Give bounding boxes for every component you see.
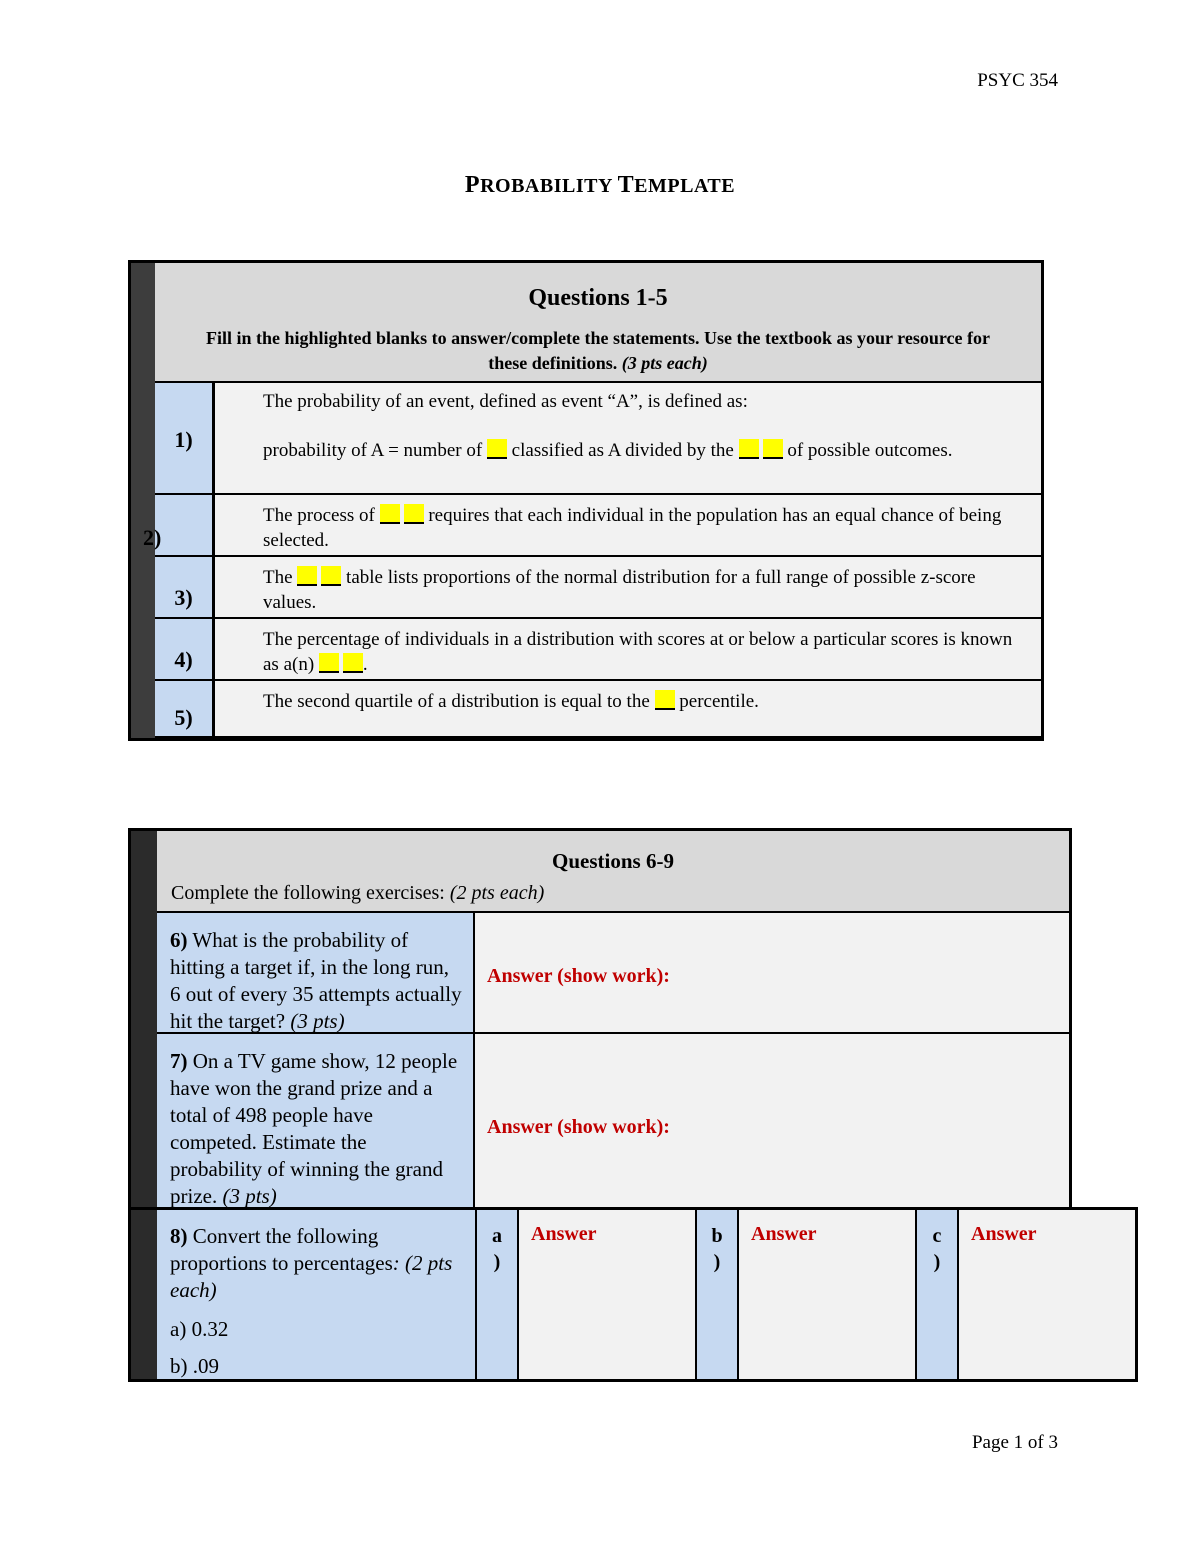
course-code: PSYC 354 (977, 70, 1058, 91)
question-row-2 (155, 495, 1041, 557)
part-a-answer-cell[interactable] (519, 1210, 697, 1379)
question-text: The probability of an event, defined as event “A”, is defined as: probability of A = number of classified as A divided by the of possible outcomes. (215, 383, 1041, 493)
table-instructions: Complete the following exercises: (2 pts each) (171, 882, 545, 904)
table-side-bar (131, 263, 155, 738)
question-cell: 8) Convert the following proportions to percentages: (2 pts each) a) 0.32 b) .09 (157, 1210, 477, 1379)
question-cell: 7) On a TV game show, 12 people have won the grand prize and a total of 498 people have competed. Estimate the probability of winning the grand prize. (3 pts) (157, 1034, 475, 1210)
table-side-bar (131, 831, 157, 1210)
part-c-label: c ) (917, 1210, 959, 1379)
answer-blank[interactable] (404, 504, 424, 524)
answer-label: Answer (971, 1223, 1037, 1245)
question-row-6 (157, 913, 1069, 1034)
document-title: PROBABILITY TEMPLATE (464, 172, 736, 198)
part-a-label: a ) (477, 1210, 519, 1379)
table-heading: Questions 6-9 (552, 849, 674, 873)
answer-blank[interactable] (763, 439, 783, 459)
question-number: 5) (155, 681, 215, 736)
question-number-cell (155, 495, 215, 555)
questions-1-5-table (128, 260, 1044, 741)
answer-label: Answer (531, 1223, 597, 1245)
answer-blank[interactable] (297, 566, 317, 586)
page-number: Page 1 of 3 (971, 1432, 1058, 1453)
answer-blank[interactable] (319, 653, 339, 673)
part-c-answer-cell[interactable] (959, 1210, 1135, 1379)
table-instructions: Fill in the highlighted blanks to answer/complete the statements. Use the textbook as your resource for these definitions. (3 pts each) (206, 328, 990, 373)
table-heading: Questions 1-5 (528, 285, 668, 311)
answer-label: Answer (751, 1223, 817, 1245)
question-row-5 (155, 681, 1041, 738)
question-text: The percentage of individuals in a distribution with scores at or below a particular scores is known as a(n) . (215, 619, 1041, 679)
table-header (155, 263, 1041, 383)
item-b: b) .09 (170, 1354, 219, 1378)
question-row-1 (155, 383, 1041, 495)
question-row-8 (128, 1207, 1138, 1382)
question-text: The process of requires that each individual in the population has an equal chance of being selected. (215, 495, 1041, 555)
item-a: a) 0.32 (170, 1317, 229, 1341)
answer-label: Answer (show work): (487, 965, 670, 987)
table-side-bar (131, 1210, 157, 1379)
answer-blank[interactable] (343, 653, 363, 673)
question-row-3 (155, 557, 1041, 619)
question-cell: 6) What is the probability of hitting a target if, in the long run, 6 out of every 35 attempts actually hit the target? (3 pts) (157, 913, 475, 1032)
question-number: 3) (155, 557, 215, 617)
answer-blank[interactable] (487, 439, 507, 459)
answer-cell[interactable] (475, 1034, 1069, 1210)
part-b-answer-cell[interactable] (739, 1210, 917, 1379)
part-b-label: b ) (697, 1210, 739, 1379)
question-text: The second quartile of a distribution is equal to the percentile. (215, 681, 1041, 736)
answer-blank[interactable] (655, 690, 675, 710)
question-number: 2) (143, 525, 162, 550)
table-header (157, 831, 1069, 913)
answer-blank[interactable] (739, 439, 759, 459)
question-row-4 (155, 619, 1041, 681)
answer-blank[interactable] (380, 504, 400, 524)
answer-blank[interactable] (321, 566, 341, 586)
question-text: The table lists proportions of the normal distribution for a full range of possible z-score values. (215, 557, 1041, 617)
question-number: 1) (155, 383, 215, 493)
question-number: 4) (155, 619, 215, 679)
question-row-7 (157, 1034, 1069, 1210)
answer-cell[interactable] (475, 913, 1069, 1032)
questions-6-9-table (128, 828, 1072, 1210)
answer-label: Answer (show work): (487, 1116, 670, 1138)
